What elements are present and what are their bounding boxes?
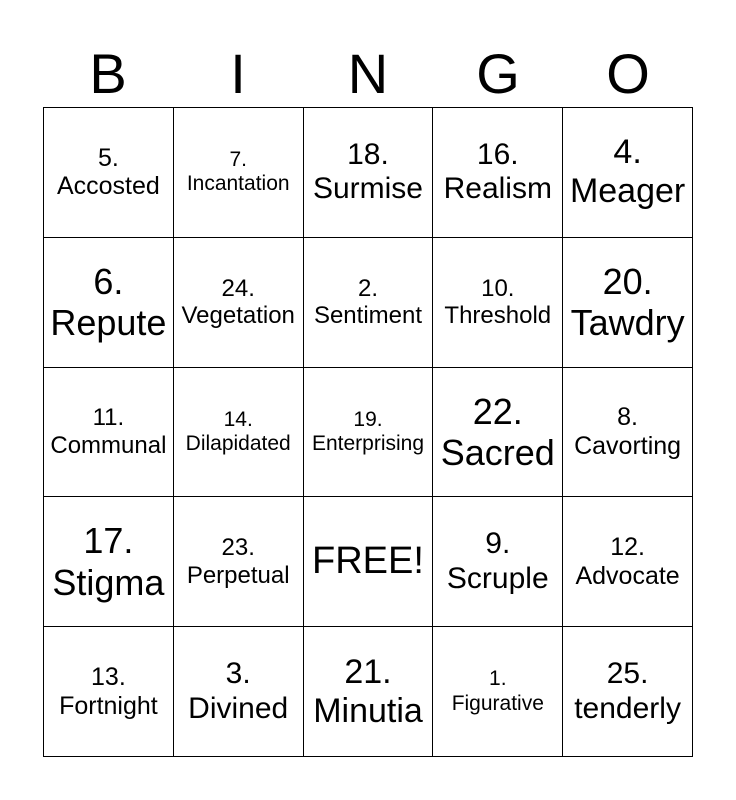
bingo-cell[interactable] bbox=[563, 368, 693, 498]
bingo-cell[interactable] bbox=[433, 368, 563, 498]
header-letter-o: O bbox=[606, 42, 650, 105]
bingo-cell[interactable] bbox=[44, 497, 174, 627]
cell-word: Communal bbox=[50, 431, 167, 459]
bingo-cell[interactable] bbox=[44, 368, 174, 498]
cell-word: Meager bbox=[569, 172, 686, 211]
cell-word: Tawdry bbox=[570, 302, 685, 344]
cell-number: 23. bbox=[221, 534, 255, 562]
bingo-cell[interactable] bbox=[304, 368, 434, 498]
bingo-cell[interactable] bbox=[563, 497, 693, 627]
bingo-cell[interactable] bbox=[304, 238, 434, 368]
cell-word: Fortnight bbox=[59, 691, 158, 720]
cell-word: Advocate bbox=[575, 561, 680, 590]
cell-number: 18. bbox=[347, 137, 389, 171]
cell-word: tenderly bbox=[574, 691, 681, 725]
cell-number: 10. bbox=[481, 274, 515, 302]
cell-word: Realism bbox=[443, 172, 552, 206]
cell-number: 11. bbox=[92, 404, 125, 432]
cell-number: 4. bbox=[613, 133, 642, 172]
bingo-cell[interactable] bbox=[174, 368, 304, 498]
free-space-cell[interactable] bbox=[304, 497, 434, 627]
cell-word: Surmise bbox=[312, 172, 423, 206]
header-letter-b: B bbox=[89, 42, 127, 105]
bingo-cell[interactable] bbox=[563, 627, 693, 757]
cell-number: 8. bbox=[617, 403, 639, 432]
cell-number: 17. bbox=[83, 520, 134, 562]
header-letter-n: N bbox=[347, 42, 389, 105]
cell-number: 16. bbox=[476, 137, 519, 171]
cell-number: 7. bbox=[229, 148, 247, 172]
cell-word: Scruple bbox=[446, 561, 549, 595]
cell-word: Stigma bbox=[52, 561, 165, 603]
cell-number: 2. bbox=[357, 274, 378, 302]
cell-number: 25. bbox=[606, 657, 649, 691]
bingo-board bbox=[43, 107, 693, 757]
cell-word: Sacred bbox=[440, 431, 555, 473]
cell-word: Figurative bbox=[451, 691, 544, 715]
header-letter-g: G bbox=[476, 42, 520, 105]
bingo-cell[interactable] bbox=[433, 497, 563, 627]
bingo-cell[interactable] bbox=[44, 627, 174, 757]
cell-word: Accosted bbox=[56, 172, 160, 201]
cell-number: 3. bbox=[225, 657, 251, 691]
bingo-cell[interactable] bbox=[433, 108, 563, 238]
bingo-cell[interactable] bbox=[563, 238, 693, 368]
cell-word: Repute bbox=[50, 302, 167, 344]
cell-word: Minutia bbox=[313, 691, 423, 730]
bingo-cell[interactable] bbox=[304, 108, 434, 238]
bingo-header bbox=[43, 40, 693, 108]
bingo-cell[interactable] bbox=[44, 238, 174, 368]
cell-number: 1. bbox=[489, 667, 507, 691]
cell-number: 21. bbox=[344, 652, 392, 691]
bingo-cell[interactable] bbox=[433, 627, 563, 757]
cell-word: Divined bbox=[188, 691, 289, 725]
cell-number: 5. bbox=[97, 143, 119, 172]
cell-number: 14. bbox=[223, 407, 253, 431]
cell-number: 19. bbox=[353, 407, 383, 431]
bingo-cell[interactable] bbox=[174, 238, 304, 368]
cell-word: Incantation bbox=[186, 172, 290, 196]
bingo-cell[interactable] bbox=[433, 238, 563, 368]
cell-number: 9. bbox=[485, 527, 511, 561]
cell-word: Sentiment bbox=[313, 302, 423, 330]
cell-number: 22. bbox=[472, 390, 523, 432]
cell-number: 24. bbox=[221, 274, 255, 302]
bingo-cell[interactable] bbox=[174, 627, 304, 757]
bingo-cell[interactable] bbox=[174, 497, 304, 627]
bingo-cell[interactable] bbox=[563, 108, 693, 238]
cell-number: 20. bbox=[602, 260, 653, 302]
cell-number: 6. bbox=[93, 260, 124, 302]
bingo-cell[interactable] bbox=[44, 108, 174, 238]
header-letter-i: I bbox=[230, 42, 246, 105]
cell-word: Vegetation bbox=[181, 302, 295, 330]
cell-word: Perpetual bbox=[186, 561, 290, 589]
cell-number: 12. bbox=[610, 533, 645, 562]
cell-number: 13. bbox=[91, 662, 126, 691]
cell-word: Threshold bbox=[444, 302, 552, 330]
cell-word: Dilapidated bbox=[185, 431, 291, 455]
bingo-cell[interactable] bbox=[304, 627, 434, 757]
cell-word: Cavorting bbox=[574, 431, 682, 460]
cell-word: Enterprising bbox=[311, 431, 425, 455]
bingo-cell[interactable] bbox=[174, 108, 304, 238]
free-space-label: FREE! bbox=[312, 539, 424, 582]
